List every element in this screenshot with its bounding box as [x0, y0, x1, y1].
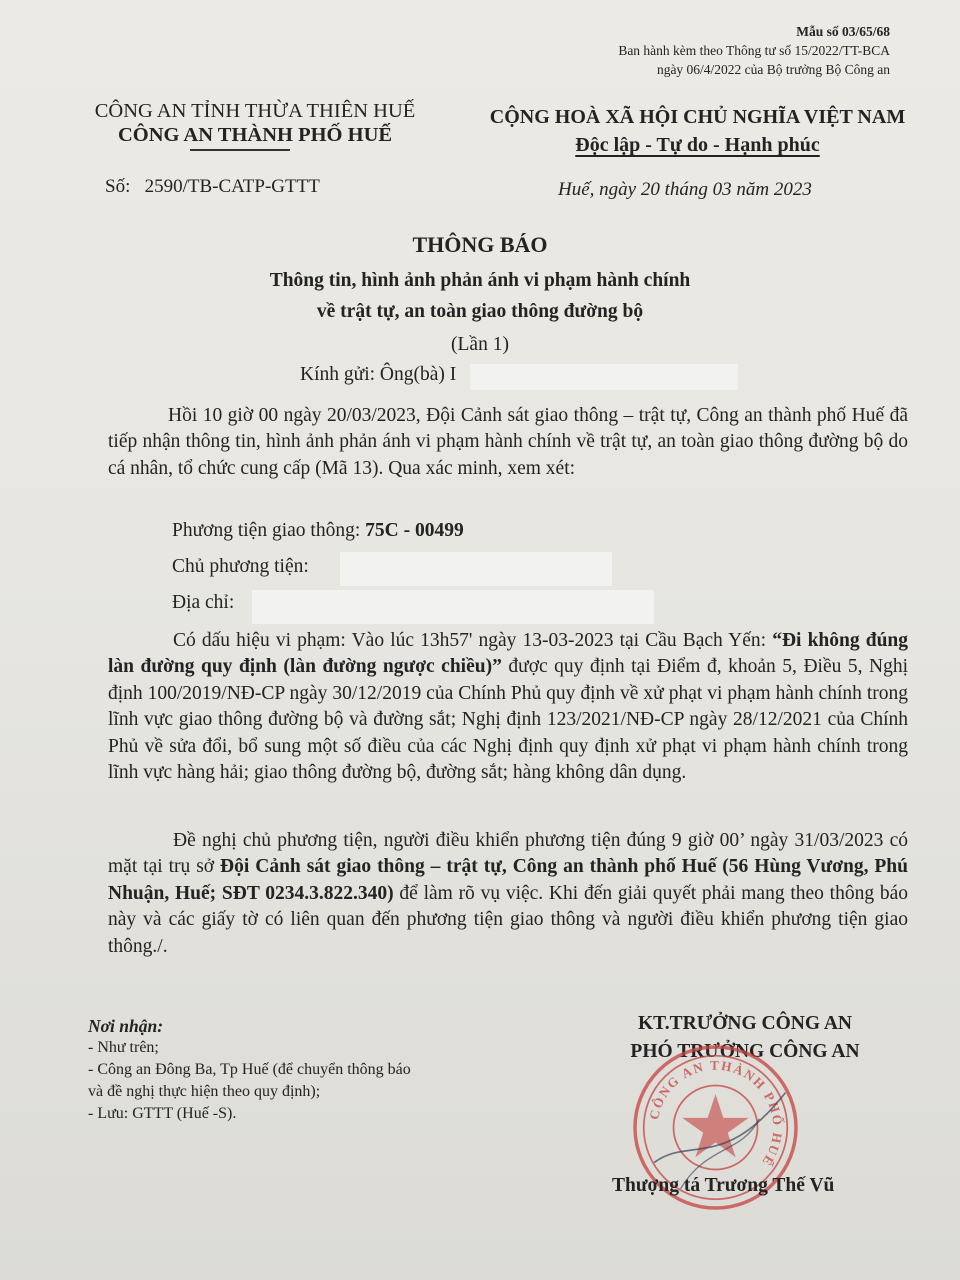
document-number-label: Số:: [105, 176, 131, 197]
paragraph-request: [108, 828, 908, 960]
country-name: CỘNG HOÀ XÃ HỘI CHỦ NGHĨA VIỆT NAM: [489, 106, 906, 128]
recipient-item: - Công an Đông Ba, Tp Huế (để chuyển thông báo: [88, 1061, 411, 1078]
request-intro: Đề nghị chủ phương tiện, người điều khiển phương tiện đúng 9 giờ 00’ ngày 31/03/2023 có mặt tại trụ sở: [108, 830, 908, 878]
form-code-line-1: Ban hành kèm theo Thông tư số 15/2022/TT-BCA: [618, 43, 890, 58]
national-motto: Độc lập - Tự do - Hạnh phúc: [575, 134, 820, 156]
recipient-item: - Như trên;: [88, 1039, 159, 1056]
recipients-block: [88, 1015, 411, 1125]
address-row: [172, 592, 234, 614]
signature-title-2: PHÓ TRƯỞNG CÔNG AN: [630, 1041, 860, 1062]
owner-row: [172, 556, 309, 578]
redacted-address: [252, 590, 654, 624]
violation-legal-basis: được quy định tại Điểm đ, khoản 5, Điều 5, Nghị định 100/2019/NĐ-CP ngày 30/12/2019 của Chính Phủ quy định về xử phạt vi phạm hành chính trong lĩnh vực giao thông đường bộ và đường sắt; Nghị định 123/2021/NĐ-CP ngày 28/12/2021 của Chính Phủ về sửa đổi, bổ sung một số điều của các Nghị định quy định xử phạt vi phạm hành chính trong lĩnh vực hàng hải; giao thông đường bộ, đường sắt; hàng không dân dụng.: [108, 656, 909, 784]
subtitle-line-2: về trật tự, an toàn giao thông đường bộ: [316, 301, 644, 322]
paragraph-reception: Hồi 10 giờ 00 ngày 20/03/2023, Đội Cảnh sát giao thông – trật tự, Công an thành phố Huế đã tiếp nhận thông tin, hình ảnh phản ánh vi phạm hành chính về trật tự, an toàn giao thông đường bộ do cá nhân, tổ chức cung cấp (Mã 13). Qua xác minh, xem xét:: [108, 405, 908, 479]
paragraph-violation: [108, 628, 908, 786]
seal-text: CÔNG AN THÀNH PHỐ HUẾ: [646, 1057, 786, 1170]
notice-round: (Lần 1): [451, 334, 509, 355]
owner-label: Chủ phương tiện:: [172, 556, 309, 577]
vehicle-row: [172, 520, 464, 542]
subtitle-line-1: Thông tin, hình ảnh phản ánh vi phạm hành chính: [269, 270, 691, 291]
redacted-owner: [340, 552, 612, 586]
form-code-block: [618, 22, 890, 79]
license-plate: 75C - 00499: [365, 520, 464, 541]
vehicle-label: Phương tiện giao thông:: [172, 520, 361, 541]
recipient-item: - Lưu: GTTT (Huế -S).: [88, 1105, 237, 1122]
recipients-heading: Nơi nhận:: [88, 1016, 164, 1036]
document-subtitle: [0, 265, 960, 327]
request-rest: để làm rõ vụ việc. Khi đến giải quyết phải mang theo thông báo này và các giấy tờ có liên quan đến phương tiện giao thông và người điều khiển phương tiện giao thông./.: [108, 882, 909, 957]
parent-agency: CÔNG AN TỈNH THỪA THIÊN HUẾ: [94, 100, 416, 122]
document-number-value: 2590/TB-CATP-GTTT: [144, 176, 320, 197]
document-number: [105, 176, 320, 198]
document-title: THÔNG BÁO: [412, 232, 548, 257]
form-code: Mẫu số 03/65/68: [796, 24, 890, 39]
violation-offense: “Đi không đúng làn đường quy định (làn đường ngược chiều)”: [108, 630, 909, 678]
address-label: Địa chỉ:: [172, 592, 235, 613]
issuing-agency: CÔNG AN THÀNH PHỐ HUẾ: [117, 124, 393, 146]
redacted-name: [470, 364, 738, 390]
request-office: Đội Cảnh sát giao thông – trật tự, Công an thành phố Huế (56 Hùng Vương, Phú Nhuận, Huế; SĐT 0234.3.822.340): [108, 856, 909, 904]
addressee: Kính gửi: Ông(bà) I: [300, 364, 457, 385]
national-header: [445, 103, 950, 159]
signature-title-1: KT.TRƯỞNG CÔNG AN: [638, 1013, 852, 1034]
document-date: Huế, ngày 20 tháng 03 năm 2023: [558, 179, 812, 200]
form-code-line-2: ngày 06/4/2022 của Bộ trưởng Bộ Công an: [656, 62, 890, 77]
recipient-item: và đề nghị thực hiện theo quy định);: [88, 1083, 321, 1100]
violation-intro: Có dấu hiệu vi phạm: Vào lúc 13h57' ngày 13-03-2023 tại Cầu Bạch Yến:: [173, 630, 767, 651]
signer-name: Thượng tá Trương Thế Vũ: [612, 1175, 835, 1196]
agency-header: [50, 99, 460, 147]
agency-underline: [190, 149, 290, 151]
